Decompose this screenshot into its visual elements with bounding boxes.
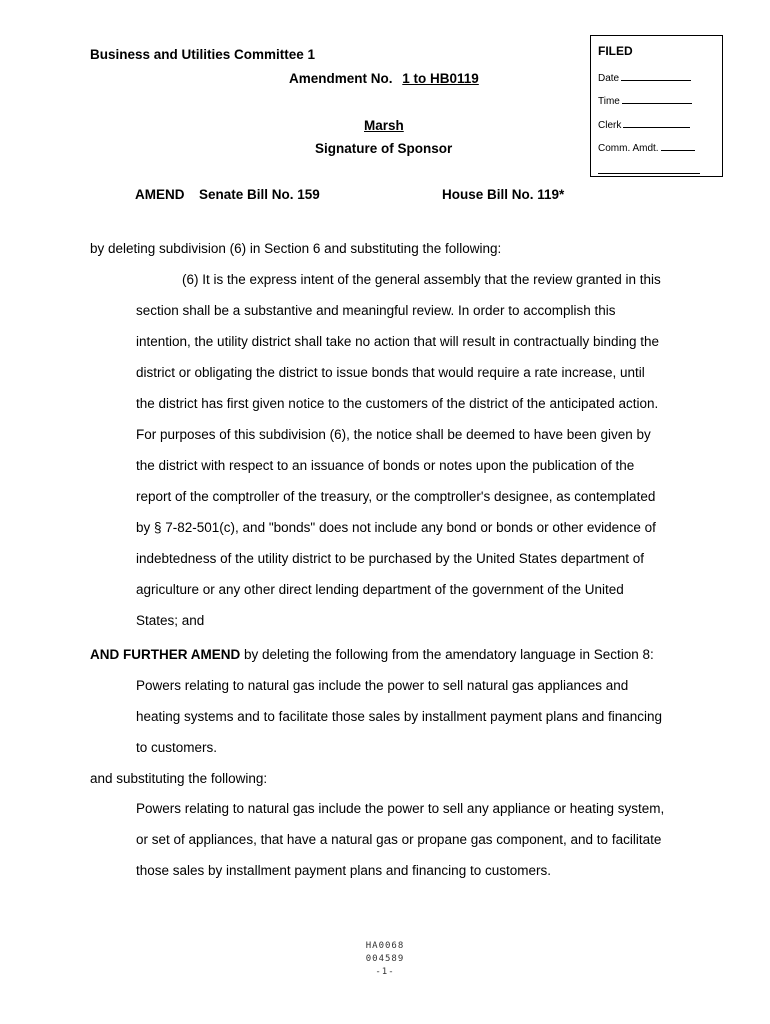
filed-clerk-label: Clerk [598,120,622,131]
filed-date-label: Date [598,73,620,84]
filed-date-row [598,71,691,84]
senate-bill: Senate Bill No. 159 [199,187,320,202]
text-line: district or obligating the district to issue bonds that would require a rate increase, until [136,365,645,380]
filed-time-label: Time [598,96,620,107]
text-line: the district with respect to an issuance of bonds or notes upon the publication of the [136,458,635,473]
intro-text: by deleting subdivision (6) in Section 6 and substituting the following: [90,241,502,256]
filed-clerk-row [598,118,690,131]
text-line: those sales by installment payment plans and financing to customers. [136,863,551,878]
text-line: or set of appliances, that have a natural gas or propane gas component, and to facilitate [136,832,662,847]
filed-stamp-box [590,35,723,177]
text-line: the district has first given notice to the customers of the district of the anticipated action. [136,396,659,411]
amendment-prefix: Amendment No. [289,71,393,86]
committee-name: Business and Utilities Committee 1 [90,47,316,62]
filed-comm-row [598,141,695,154]
footer-code-1: HA0068 [365,941,405,951]
sponsor-name: Marsh [364,118,404,133]
substituting-text: and substituting the following: [90,771,268,786]
text-line: States; and [136,613,205,628]
text-line: Powers relating to natural gas include the power to sell natural gas appliances and [136,678,629,693]
text-line: by § 7-82-501(c), and "bonds" does not include any bond or bonds or other evidence of [136,520,656,535]
text-line: to customers. [136,740,218,755]
house-bill: House Bill No. 119* [442,187,565,202]
text-line: section shall be a substantive and meaningful review. In order to accomplish this [136,303,616,318]
signature-label: Signature of Sponsor [315,141,453,156]
filed-title: FILED [598,44,633,58]
text-line: agriculture or any other direct lending department of the government of the United [136,582,624,597]
footer-code-2: 004589 [365,954,405,964]
filed-time-row [598,94,692,107]
page-number: -1- [375,967,395,977]
amendment-number [289,71,479,86]
amend-label: AMEND [135,187,185,202]
further-amend-text: by deleting the following from the amendatory language in Section 8: [240,647,654,662]
text-line: heating systems and to facilitate those sales by installment payment plans and financing [136,709,663,724]
further-amend-label: AND FURTHER AMEND [90,647,241,662]
further-amend-paragraph [90,647,654,662]
filed-comm-label: Comm. Amdt. [598,143,659,154]
text-line: report of the comptroller of the treasury, or the comptroller's designee, as contemplated [136,489,656,504]
text-line: indebtedness of the utility district to be purchased by the United States department of [136,551,645,566]
filed-blank-row [598,164,700,177]
amendment-id: 1 to HB0119 [402,71,479,86]
text-line: Powers relating to natural gas include the power to sell any appliance or heating system, [136,801,665,816]
text-line: (6) It is the express intent of the general assembly that the review granted in this [182,272,661,287]
text-line: For purposes of this subdivision (6), the notice shall be deemed to have been given by [136,427,651,442]
text-line: intention, the utility district shall take no action that will result in contractually binding the [136,334,660,349]
